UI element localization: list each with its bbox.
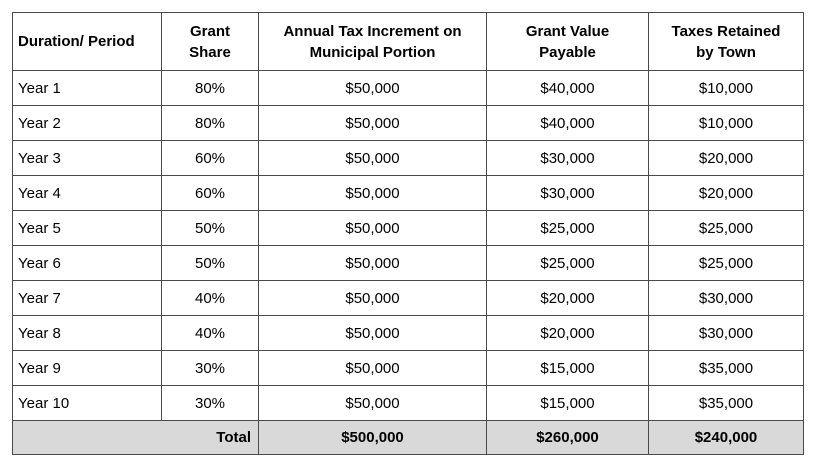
cell-grant-share: 50% <box>162 246 259 281</box>
table-row <box>13 386 804 421</box>
cell-duration: Year 7 <box>13 281 162 316</box>
cell-grant-value-payable: $15,000 <box>487 351 649 386</box>
cell-grant-share: 30% <box>162 351 259 386</box>
table-row <box>13 71 804 106</box>
cell-grant-share: 60% <box>162 176 259 211</box>
table-row <box>13 281 804 316</box>
cell-grant-value-payable: $40,000 <box>487 106 649 141</box>
grant-schedule-table <box>12 12 804 455</box>
cell-annual-tax-increment: $50,000 <box>259 316 487 351</box>
table-row <box>13 141 804 176</box>
total-annual-tax-increment: $500,000 <box>259 421 487 455</box>
cell-grant-value-payable: $30,000 <box>487 141 649 176</box>
cell-annual-tax-increment: $50,000 <box>259 71 487 106</box>
table-row <box>13 211 804 246</box>
table-row <box>13 351 804 386</box>
cell-duration: Year 2 <box>13 106 162 141</box>
cell-taxes-retained: $20,000 <box>649 176 804 211</box>
cell-grant-value-payable: $30,000 <box>487 176 649 211</box>
cell-taxes-retained: $10,000 <box>649 106 804 141</box>
cell-grant-share: 40% <box>162 316 259 351</box>
cell-annual-tax-increment: $50,000 <box>259 176 487 211</box>
cell-duration: Year 5 <box>13 211 162 246</box>
cell-duration: Year 1 <box>13 71 162 106</box>
cell-taxes-retained: $35,000 <box>649 351 804 386</box>
cell-grant-share: 80% <box>162 106 259 141</box>
cell-annual-tax-increment: $50,000 <box>259 211 487 246</box>
total-label: Total <box>13 421 259 455</box>
cell-grant-value-payable: $20,000 <box>487 316 649 351</box>
cell-taxes-retained: $25,000 <box>649 246 804 281</box>
cell-grant-share: 50% <box>162 211 259 246</box>
table-row <box>13 106 804 141</box>
cell-duration: Year 4 <box>13 176 162 211</box>
cell-taxes-retained: $35,000 <box>649 386 804 421</box>
cell-duration: Year 8 <box>13 316 162 351</box>
cell-grant-share: 80% <box>162 71 259 106</box>
cell-annual-tax-increment: $50,000 <box>259 351 487 386</box>
table-row <box>13 176 804 211</box>
header-duration-period: Duration/ Period <box>13 13 162 71</box>
cell-grant-share: 40% <box>162 281 259 316</box>
cell-annual-tax-increment: $50,000 <box>259 246 487 281</box>
table-row <box>13 246 804 281</box>
table-row <box>13 316 804 351</box>
cell-annual-tax-increment: $50,000 <box>259 281 487 316</box>
table-body <box>13 71 804 421</box>
cell-annual-tax-increment: $50,000 <box>259 141 487 176</box>
cell-grant-share: 30% <box>162 386 259 421</box>
cell-taxes-retained: $30,000 <box>649 281 804 316</box>
cell-annual-tax-increment: $50,000 <box>259 106 487 141</box>
cell-duration: Year 6 <box>13 246 162 281</box>
cell-grant-value-payable: $40,000 <box>487 71 649 106</box>
header-taxes-retained: Taxes Retained by Town <box>649 13 804 71</box>
cell-taxes-retained: $30,000 <box>649 316 804 351</box>
cell-grant-value-payable: $15,000 <box>487 386 649 421</box>
total-row <box>13 421 804 455</box>
header-annual-tax-increment: Annual Tax Increment on Municipal Portion <box>259 13 487 71</box>
cell-taxes-retained: $10,000 <box>649 71 804 106</box>
cell-grant-share: 60% <box>162 141 259 176</box>
cell-grant-value-payable: $20,000 <box>487 281 649 316</box>
cell-grant-value-payable: $25,000 <box>487 211 649 246</box>
cell-duration: Year 10 <box>13 386 162 421</box>
grant-schedule-table-container <box>12 12 804 455</box>
cell-duration: Year 9 <box>13 351 162 386</box>
total-grant-value-payable: $260,000 <box>487 421 649 455</box>
header-grant-share: Grant Share <box>162 13 259 71</box>
cell-grant-value-payable: $25,000 <box>487 246 649 281</box>
cell-annual-tax-increment: $50,000 <box>259 386 487 421</box>
header-row <box>13 13 804 71</box>
cell-taxes-retained: $25,000 <box>649 211 804 246</box>
cell-taxes-retained: $20,000 <box>649 141 804 176</box>
header-grant-value-payable: Grant Value Payable <box>487 13 649 71</box>
total-taxes-retained: $240,000 <box>649 421 804 455</box>
cell-duration: Year 3 <box>13 141 162 176</box>
